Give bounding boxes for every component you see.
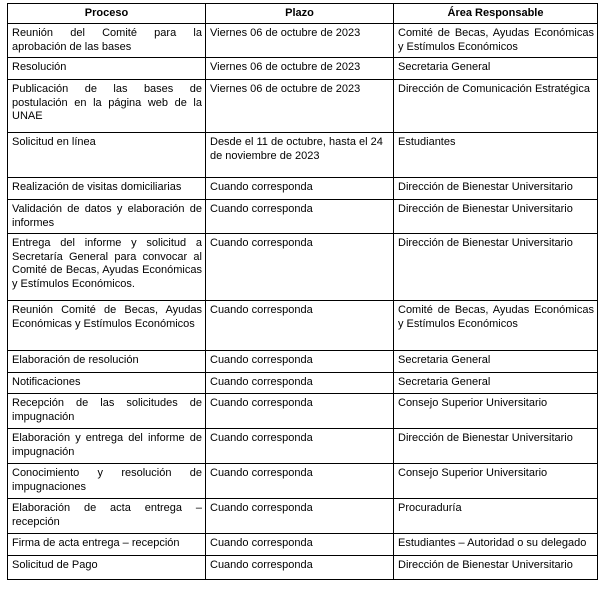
cell-plazo: Cuando corresponda [206, 429, 394, 464]
table-row [8, 80, 598, 133]
cell-area: Dirección de Bienestar Universitario [394, 200, 598, 234]
cell-area: Procuraduría [394, 499, 598, 534]
cell-proceso: Recepción de las solicitudes de impugnación [8, 394, 206, 429]
cell-plazo: Cuando corresponda [206, 351, 394, 373]
cell-plazo: Cuando corresponda [206, 373, 394, 394]
table-row [8, 178, 598, 200]
cell-proceso: Resolución [8, 58, 206, 80]
cell-proceso: Realización de visitas domiciliarias [8, 178, 206, 200]
header-area-responsable: Área Responsable [394, 4, 598, 24]
cell-area: Estudiantes [394, 133, 598, 178]
table-row [8, 373, 598, 394]
table-row [8, 234, 598, 301]
cell-proceso: Reunión Comité de Becas, Ayudas Económicas y Estímulos Económicos [8, 301, 206, 351]
cell-area: Consejo Superior Universitario [394, 394, 598, 429]
cell-plazo: Viernes 06 de octubre de 2023 [206, 80, 394, 133]
cell-area: Comité de Becas, Ayudas Económicas y Estímulos Económicos [394, 301, 598, 351]
cell-proceso: Firma de acta entrega – recepción [8, 534, 206, 556]
cell-plazo: Cuando corresponda [206, 178, 394, 200]
table-row [8, 394, 598, 429]
cell-plazo: Cuando corresponda [206, 301, 394, 351]
table-row [8, 133, 598, 178]
cell-plazo: Cuando corresponda [206, 464, 394, 499]
cell-area: Secretaria General [394, 58, 598, 80]
cell-area: Secretaria General [394, 373, 598, 394]
cell-area: Estudiantes – Autoridad o su delegado [394, 534, 598, 556]
table-row [8, 351, 598, 373]
table-row [8, 301, 598, 351]
cell-proceso: Elaboración de acta entrega – recepción [8, 499, 206, 534]
cell-proceso: Elaboración de resolución [8, 351, 206, 373]
cell-area: Dirección de Bienestar Universitario [394, 556, 598, 580]
cell-proceso: Validación de datos y elaboración de informes [8, 200, 206, 234]
cell-proceso: Publicación de las bases de postulación en la página web de la UNAE [8, 80, 206, 133]
cell-plazo: Desde el 11 de octubre, hasta el 24 de noviembre de 2023 [206, 133, 394, 178]
header-proceso: Proceso [8, 4, 206, 24]
cell-area: Dirección de Bienestar Universitario [394, 234, 598, 301]
cell-area: Consejo Superior Universitario [394, 464, 598, 499]
cell-plazo: Cuando corresponda [206, 499, 394, 534]
table-row [8, 464, 598, 499]
table-row [8, 58, 598, 80]
cell-plazo: Cuando corresponda [206, 394, 394, 429]
cell-plazo: Viernes 06 de octubre de 2023 [206, 24, 394, 58]
cell-plazo: Cuando corresponda [206, 234, 394, 301]
header-plazo: Plazo [206, 4, 394, 24]
cell-proceso: Conocimiento y resolución de impugnaciones [8, 464, 206, 499]
table-row [8, 429, 598, 464]
cell-area: Comité de Becas, Ayudas Económicas y Estímulos Económicos [394, 24, 598, 58]
table-row [8, 499, 598, 534]
table-row [8, 24, 598, 58]
process-schedule-table [7, 3, 598, 580]
cell-plazo: Viernes 06 de octubre de 2023 [206, 58, 394, 80]
cell-plazo: Cuando corresponda [206, 534, 394, 556]
table-row [8, 200, 598, 234]
table-header-row [8, 4, 598, 24]
cell-area: Dirección de Bienestar Universitario [394, 429, 598, 464]
cell-proceso: Reunión del Comité para la aprobación de las bases [8, 24, 206, 58]
cell-proceso: Elaboración y entrega del informe de impugnación [8, 429, 206, 464]
cell-proceso: Entrega del informe y solicitud a Secretaría General para convocar al Comité de Becas, Ayudas Económicas y Estímulos Económicos. [8, 234, 206, 301]
cell-area: Dirección de Bienestar Universitario [394, 178, 598, 200]
table-row [8, 534, 598, 556]
cell-area: Dirección de Comunicación Estratégica [394, 80, 598, 133]
cell-plazo: Cuando corresponda [206, 200, 394, 234]
cell-proceso: Notificaciones [8, 373, 206, 394]
cell-plazo: Cuando corresponda [206, 556, 394, 580]
cell-proceso: Solicitud en línea [8, 133, 206, 178]
table-row [8, 556, 598, 580]
cell-area: Secretaria General [394, 351, 598, 373]
cell-proceso: Solicitud de Pago [8, 556, 206, 580]
